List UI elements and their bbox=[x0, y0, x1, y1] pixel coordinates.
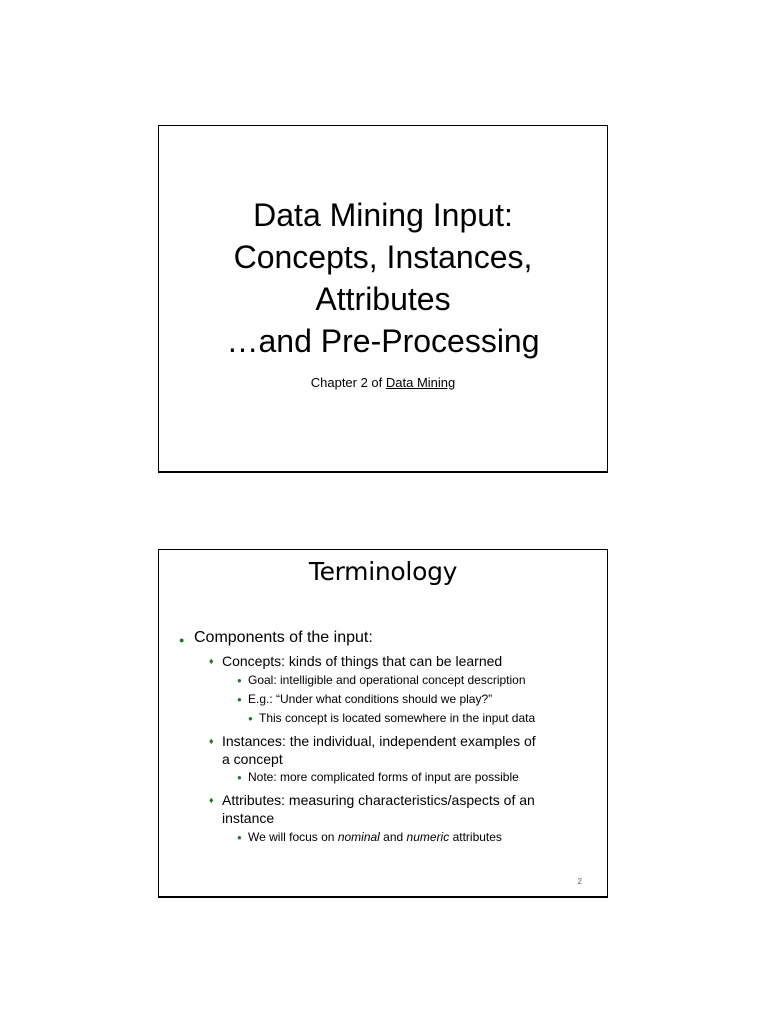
book-title-link[interactable]: Data Mining bbox=[385, 375, 456, 390]
bullet-dot-icon: ● bbox=[179, 635, 185, 645]
title-slide bbox=[158, 125, 608, 473]
focus-nominal: nominal bbox=[337, 830, 380, 844]
focus-prefix: We will focus on bbox=[248, 830, 338, 844]
bullet-text: instance bbox=[222, 810, 275, 826]
slide-title bbox=[159, 194, 607, 362]
bullet-diamond-icon: ♦ bbox=[209, 656, 214, 666]
page-number: 2 bbox=[577, 877, 582, 886]
slide-subtitle bbox=[159, 375, 607, 391]
bullet-dot-icon: ● bbox=[237, 833, 242, 842]
bullet-text: Components of the input: bbox=[194, 629, 373, 646]
subtitle-prefix: Chapter 2 of bbox=[310, 375, 386, 390]
title-line-4: …and Pre-Processing bbox=[226, 323, 540, 359]
bullet-dot-icon: ● bbox=[237, 676, 242, 685]
bullet-dot-icon: ● bbox=[237, 695, 242, 704]
focus-suffix: attributes bbox=[449, 830, 502, 844]
focus-numeric: numeric bbox=[406, 830, 450, 844]
bullet-dot-icon: ● bbox=[237, 773, 242, 782]
bullet-text bbox=[248, 830, 502, 845]
terminology-slide bbox=[158, 549, 608, 898]
slide-title: Terminology bbox=[308, 557, 458, 586]
bullet-diamond-icon: ♦ bbox=[209, 795, 214, 805]
bullet-text: Instances: the individual, independent examples of bbox=[222, 733, 536, 749]
bullet-dot-icon: ● bbox=[248, 714, 253, 723]
bullet-diamond-icon: ♦ bbox=[209, 736, 214, 746]
title-line-1: Data Mining Input: bbox=[253, 197, 513, 233]
bullet-text: Concepts: kinds of things that can be learned bbox=[222, 653, 503, 669]
bullet-text: E.g.: “Under what conditions should we play?” bbox=[248, 692, 493, 706]
focus-and: and bbox=[379, 830, 407, 844]
bullet-text: Attributes: measuring characteristics/aspects of an bbox=[222, 792, 535, 808]
title-line-3: Attributes bbox=[315, 281, 451, 317]
bullet-text: Note: more complicated forms of input are possible bbox=[248, 770, 519, 784]
bullet-text: Goal: intelligible and operational concept description bbox=[248, 673, 526, 687]
bullet-text: This concept is located somewhere in the input data bbox=[259, 711, 536, 725]
bullet-text: a concept bbox=[222, 751, 283, 767]
title-line-2: Concepts, Instances, bbox=[233, 239, 533, 275]
